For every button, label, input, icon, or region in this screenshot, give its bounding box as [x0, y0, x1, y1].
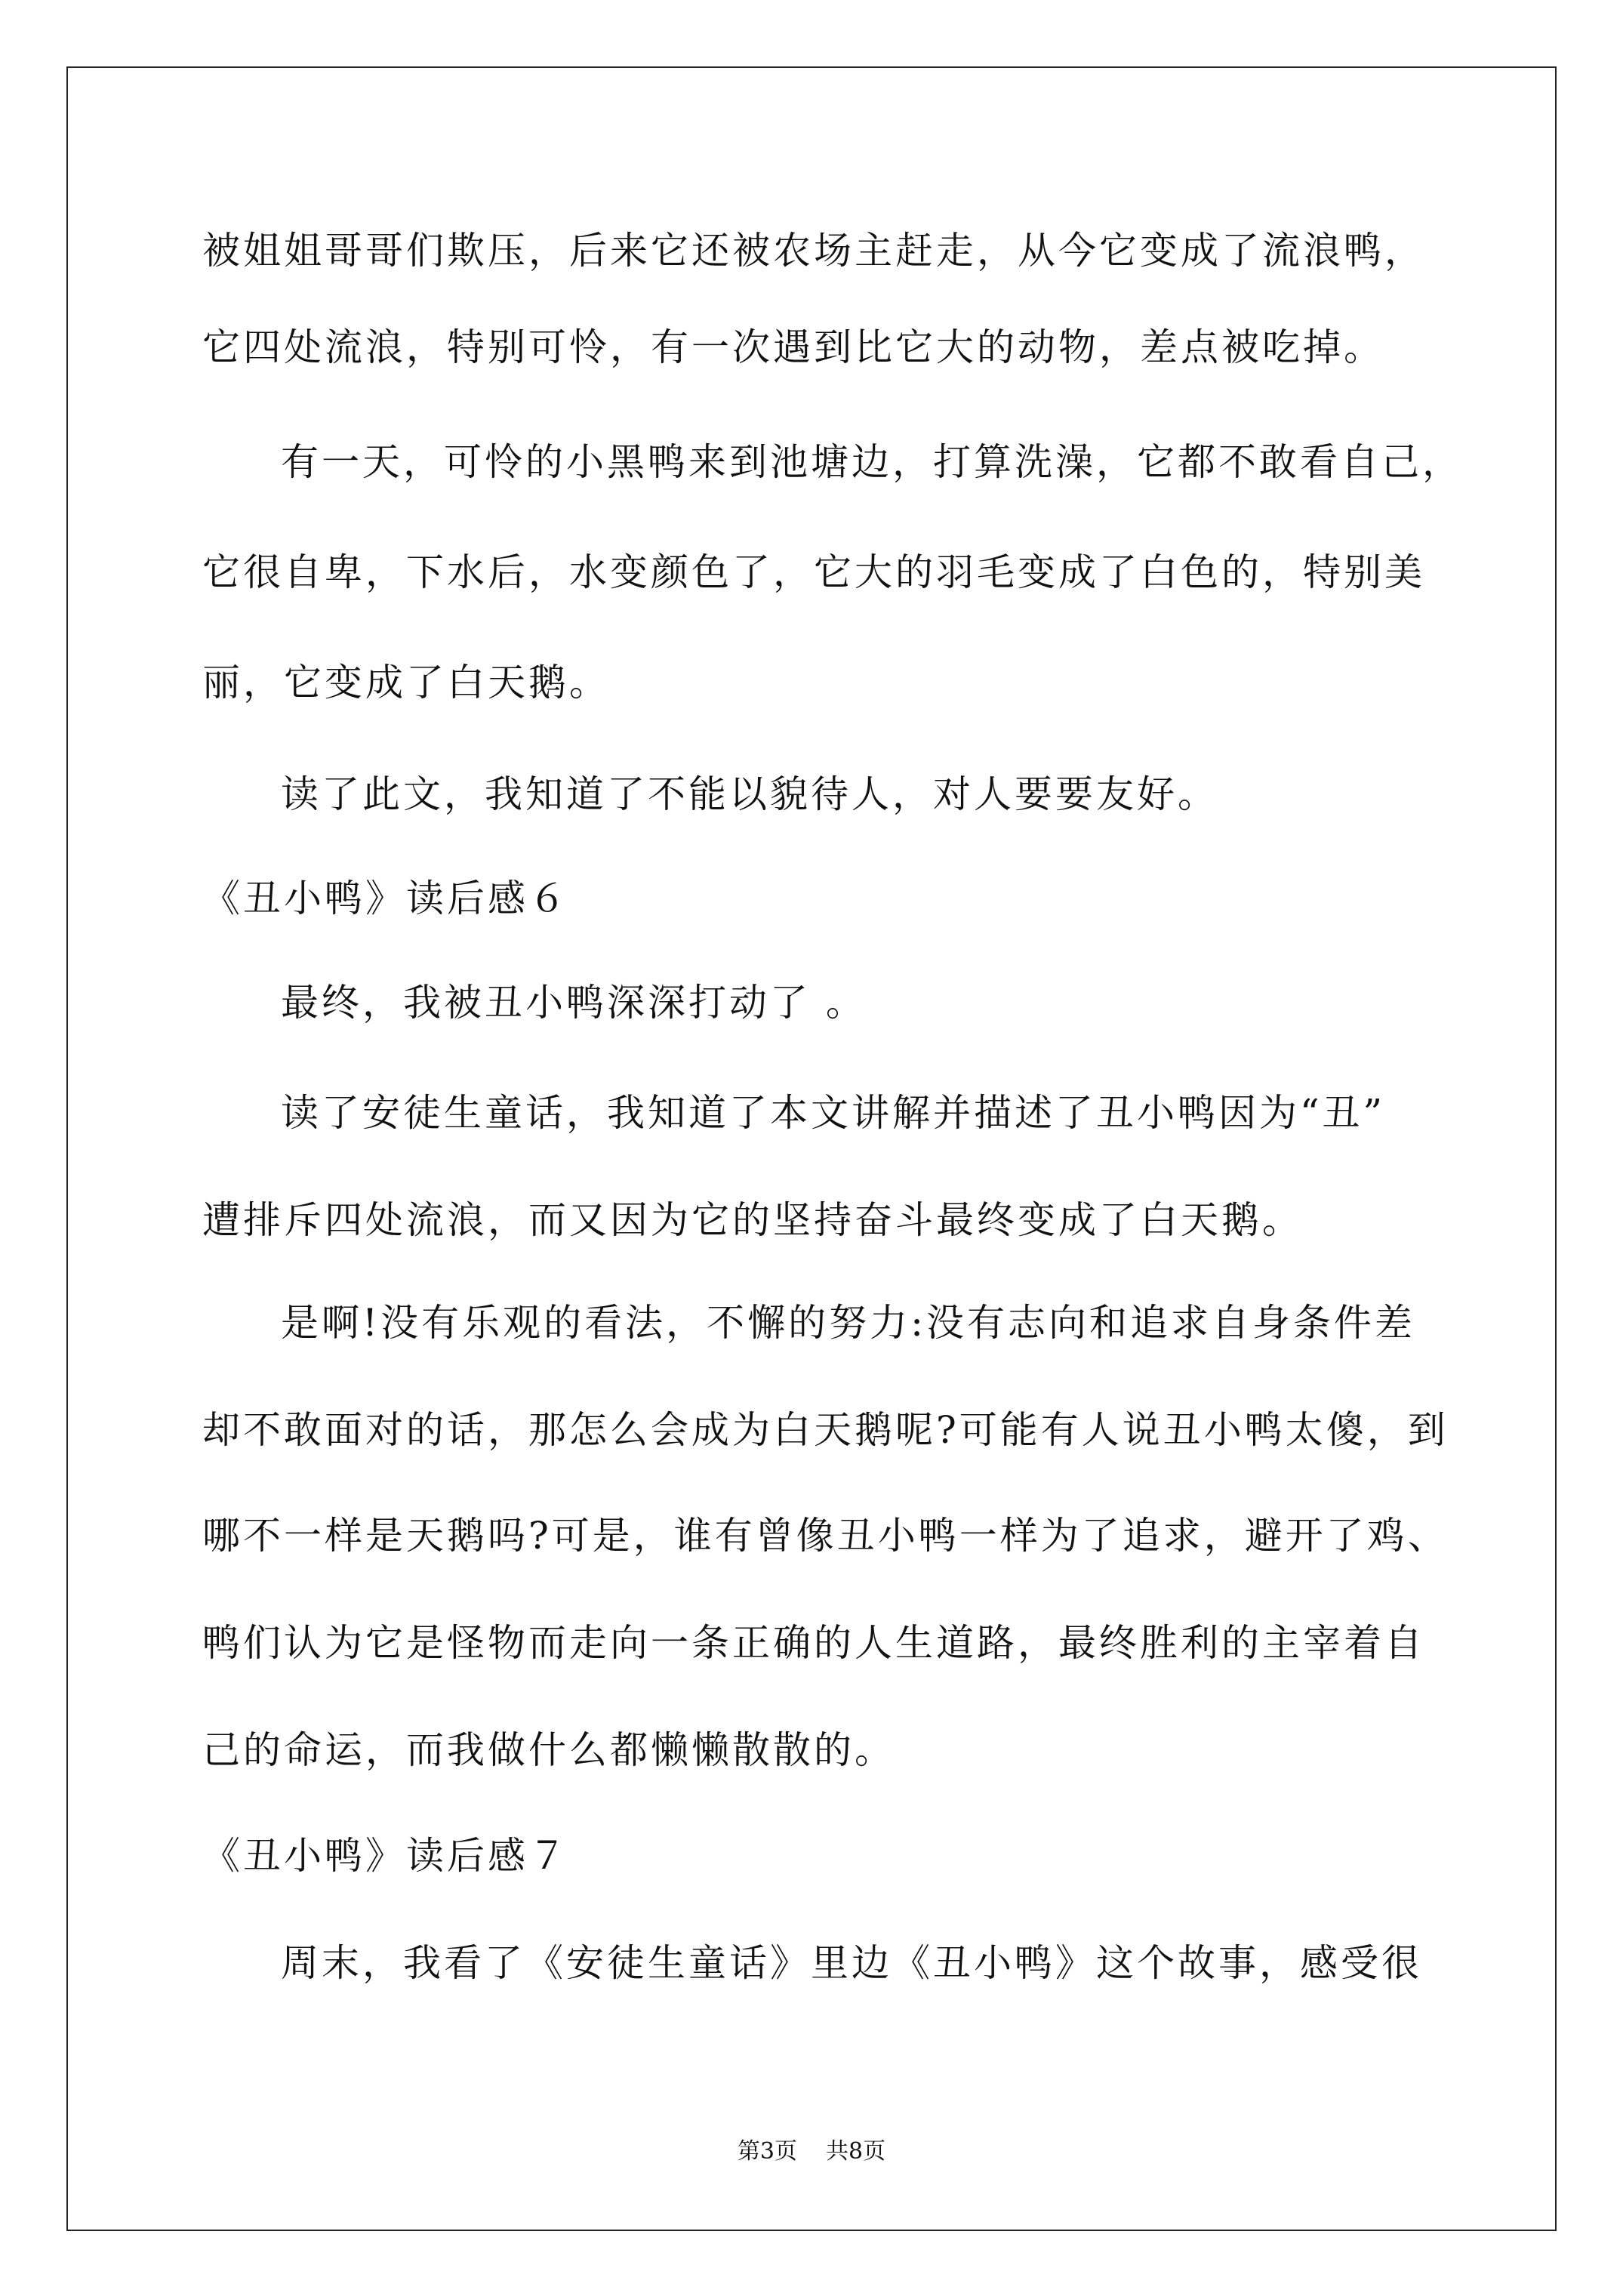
- paragraph-line: 读了此文，我知道了不能以貌待人，对人要要友好。: [281, 772, 1218, 816]
- paragraph-line: 鸭们认为它是怪物而走向一条正确的人生道路，最终胜利的主宰着自: [202, 1621, 1425, 1665]
- paragraph-line: 己的命运，而我做什么都懒懒散散的。: [202, 1728, 895, 1772]
- paragraph-line: 却不敢面对的话，那怎么会成为白天鹅呢?可能有人说丑小鸭太傻，到: [202, 1408, 1449, 1452]
- paragraph-line: 是啊!没有乐观的看法，不懈的努力:没有志向和追求自身条件差: [281, 1301, 1415, 1345]
- page-number: 第3页: [737, 2138, 797, 2165]
- paragraph-line: 丽，它变成了白天鹅。: [202, 661, 610, 704]
- paragraph-line: 遭排斥四处流浪，而又因为它的坚持奋斗最终变成了白天鹅。: [202, 1198, 1303, 1242]
- paragraph-line: 周末，我看了《安徒生童话》里边《丑小鸭》这个故事，感受很: [281, 1941, 1422, 1985]
- page-border: [66, 66, 1557, 2231]
- section-heading: 《丑小鸭》读后感６: [202, 877, 569, 920]
- paragraph-line: 最终，我被丑小鸭深深打动了 。: [281, 981, 867, 1025]
- paragraph-line: 有一天，可怜的小黑鸭来到池塘边，打算洗澡，它都不敢看自己，: [281, 440, 1463, 484]
- paragraph-line: 它四处流浪，特别可怜，有一次遇到比它大的动物，差点被吃掉。: [202, 325, 1384, 369]
- paragraph-line: 被姐姐哥哥们欺压，后来它还被农场主赶走，从今它变成了流浪鸭，: [202, 229, 1425, 273]
- section-heading: 《丑小鸭》读后感７: [202, 1834, 569, 1878]
- paragraph-line: 读了安徒生童话，我知道了本文讲解并描述了丑小鸭因为“丑”: [281, 1091, 1386, 1135]
- paragraph-line: 哪不一样是天鹅吗?可是，谁有曾像丑小鸭一样为了追求，避开了鸡、: [202, 1514, 1449, 1558]
- page-total: 共8页: [826, 2138, 886, 2165]
- page-footer: [0, 2137, 1623, 2167]
- paragraph-line: 它很自卑，下水后，水变颜色了，它大的羽毛变成了白色的，特别美: [202, 550, 1425, 594]
